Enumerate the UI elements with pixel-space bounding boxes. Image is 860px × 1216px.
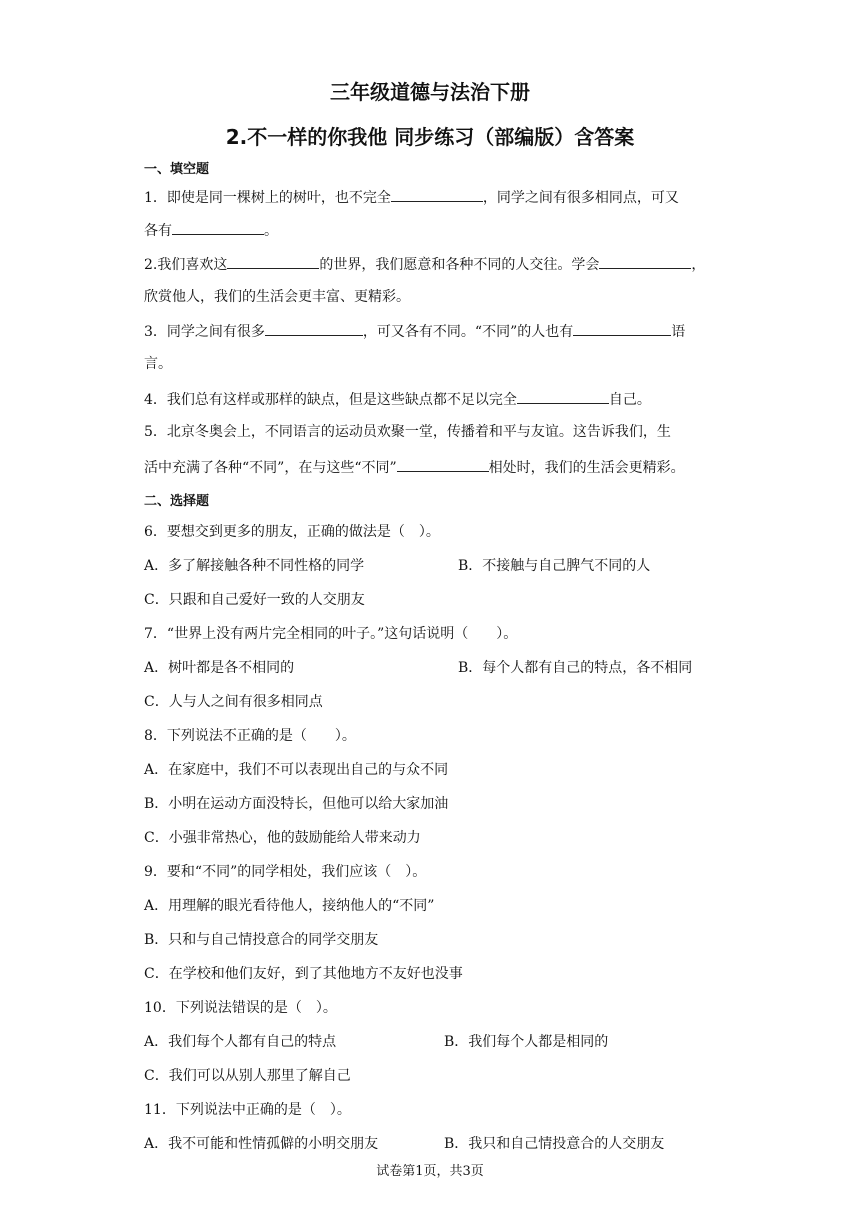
- question-9-option-c[interactable]: C．在学校和他们友好，到了其他地方不友好也没事: [144, 966, 463, 982]
- q1-text-a: 1．即使是同一棵树上的树叶，也不完全: [144, 190, 391, 206]
- question-8-option-a[interactable]: A．在家庭中，我们不可以表现出自己的与众不同: [144, 762, 449, 778]
- q4-text-a: 4．我们总有这样或那样的缺点，但是这些缺点都不足以完全: [144, 392, 517, 408]
- document-subtitle: 2.不一样的你我他 同步练习（部编版）含答案: [225, 125, 635, 149]
- question-6-option-b[interactable]: B．不接触与自己脾气不同的人: [458, 558, 651, 574]
- question-7-option-a[interactable]: A．树叶都是各不相同的: [144, 660, 295, 676]
- document-title: 三年级道德与法治下册: [330, 80, 530, 104]
- q3-text-c: 语: [671, 324, 686, 340]
- q2-text-a: 2.我们喜欢这: [144, 257, 228, 273]
- answer-blank[interactable]: [227, 253, 319, 269]
- question-11-option-b[interactable]: B．我只和自己情投意合的人交朋友: [444, 1136, 665, 1152]
- q1-text-d: 。: [264, 223, 278, 239]
- question-8-option-b[interactable]: B．小明在运动方面没特长，但他可以给大家加油: [144, 796, 449, 812]
- q1-text-b: ，同学之间有很多相同点，可又: [482, 190, 679, 206]
- page-footer: 试卷第1页，共3页: [376, 1164, 484, 1179]
- question-6-option-a[interactable]: A．多了解接触各种不同性格的同学: [144, 558, 365, 574]
- question-8-stem: 8．下列说法不正确的是（ ）。: [144, 728, 356, 744]
- q5-text-c: 相处时，我们的生活会更精彩。: [488, 460, 685, 476]
- question-6-option-c[interactable]: C．只跟和自己爱好一致的人交朋友: [144, 592, 365, 608]
- question-1-line-1: [144, 186, 679, 208]
- question-10-option-c[interactable]: C．我们可以从别人那里了解自己: [144, 1068, 351, 1084]
- question-9-option-a[interactable]: A．用理解的眼光看待他人，接纳他人的“不同”: [144, 898, 435, 914]
- answer-blank[interactable]: [599, 253, 691, 269]
- answer-blank[interactable]: [172, 219, 264, 235]
- question-7-option-c[interactable]: C．人与人之间有很多相同点: [144, 694, 323, 710]
- question-1-line-2: [144, 219, 278, 241]
- q2-text-b: 的世界，我们愿意和各种不同的人交往。学会: [319, 257, 600, 273]
- q5-text-b: 活中充满了各种“不同”，在与这些“不同”: [144, 460, 397, 476]
- question-2-line-2: 欣赏他人，我们的生活会更丰富、更精彩。: [144, 289, 410, 305]
- answer-blank[interactable]: [391, 186, 483, 202]
- question-10-stem: 10．下列说法错误的是（ ）。: [144, 1000, 337, 1016]
- q2-text-c: ，: [691, 257, 706, 273]
- question-3-line-1: [144, 320, 685, 342]
- question-10-option-b[interactable]: B．我们每个人都是相同的: [444, 1034, 609, 1050]
- question-11-stem: 11．下列说法中正确的是（ ）。: [144, 1102, 351, 1118]
- question-7-stem: 7．“世界上没有两片完全相同的叶子。”这句话说明（ ）。: [144, 626, 518, 642]
- question-4-line-1: [144, 388, 651, 410]
- question-9-stem: 9．要和“不同”的同学相处，我们应该（ ）。: [144, 864, 427, 880]
- section-heading-fill: 一、填空题: [144, 162, 210, 177]
- question-3-line-2: 言。: [144, 356, 172, 372]
- section-heading-choice: 二、选择题: [144, 494, 210, 509]
- question-5-line-2: [144, 456, 685, 478]
- answer-blank[interactable]: [397, 456, 489, 472]
- answer-blank[interactable]: [573, 320, 671, 336]
- question-7-option-b[interactable]: B．每个人都有自己的特点，各不相同: [458, 660, 693, 676]
- question-5-line-1: 5．北京冬奥会上，不同语言的运动员欢聚一堂，传播着和平与友谊。这告诉我们，生: [144, 424, 671, 440]
- answer-blank[interactable]: [265, 320, 363, 336]
- question-9-option-b[interactable]: B．只和与自己情投意合的同学交朋友: [144, 932, 379, 948]
- q4-text-b: 自己。: [608, 392, 651, 408]
- question-11-option-a[interactable]: A．我不可能和性情孤僻的小明交朋友: [144, 1136, 379, 1152]
- question-8-option-c[interactable]: C．小强非常热心，他的鼓励能给人带来动力: [144, 830, 421, 846]
- answer-blank[interactable]: [517, 388, 609, 404]
- q3-text-b: ，可又各有不同。“不同”的人也有: [362, 324, 574, 340]
- q1-text-c: 各有: [144, 223, 172, 239]
- question-10-option-a[interactable]: A．我们每个人都有自己的特点: [144, 1034, 337, 1050]
- question-2-line-1: [144, 253, 705, 275]
- q3-text-a: 3．同学之间有很多: [144, 324, 265, 340]
- question-6-stem: 6．要想交到更多的朋友，正确的做法是（ ）。: [144, 524, 440, 540]
